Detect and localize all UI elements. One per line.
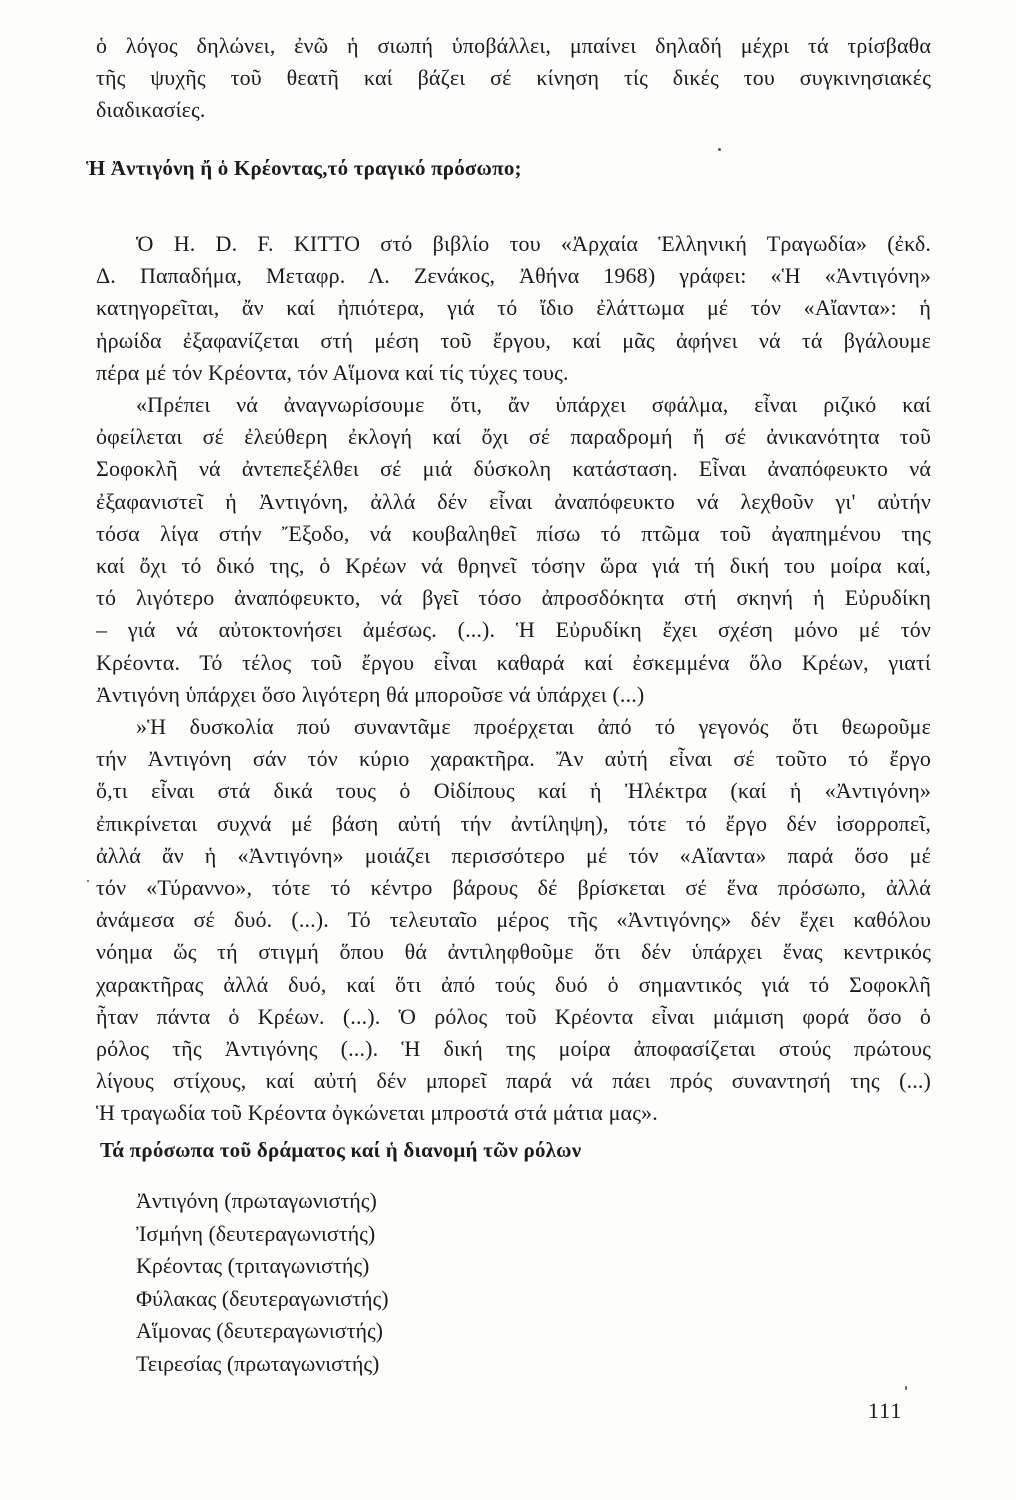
text-line: διαδικασίες. (96, 97, 206, 123)
list-item: Ἰσμήνη (δευτεραγωνιστής) (136, 1220, 376, 1246)
text-line: ἐξαφανιστεῖ ἡ Ἀντιγόνη, ἀλλά δέν εἶναι ἀναπόφευκτο νά λεχθοῦν γι' αὐτήν (96, 488, 931, 514)
opening-paragraph (96, 30, 931, 127)
text-line: νόημα ὥς τή στιγμή ὅπου θά ἀντιληφθοῦμε ὅτι δέν ὑπάρχει ἕνας κεντρικός (96, 939, 931, 965)
text-line: καί ὄχι τό δικό της, ὁ Κρέων νά θρηνεῖ τόσην ὥρα γιά τή δική του μοίρα καί, (96, 553, 931, 579)
text-line: χαρακτῆρας ἀλλά δυό, καί ὅτι ἀπό τούς δυό ὁ σημαντικός γιά τό Σοφοκλῆ (96, 971, 931, 997)
text-line: κατηγορεῖται, ἄν καί ἠπιότερα, γιά τό ἴδιο ἐλάττωμα μέ τόν «Αἴαντα»: ἡ (96, 295, 931, 321)
scan-speck (905, 1386, 907, 1390)
text-line: λίγους στίχους, καί αὐτή δέν μπορεῖ παρά νά πάει πρός συναντησή της (...) (96, 1068, 931, 1094)
section-heading-characters: Τά πρόσωπα τοῦ δράματος καί ἡ διανομή τῶν ρόλων (100, 1138, 582, 1162)
list-item: Τειρεσίας (πρωταγωνιστής) (136, 1350, 380, 1376)
text-line: τῆς ψυχῆς τοῦ θεατῆ καί βάζει σέ κίνηση τίς δικές του συγκινησιακές (96, 65, 931, 91)
text-line: ἡρωίδα ἐξαφανίζεται στή μέση τοῦ ἔργου, καί μᾶς ἀφήνει νά τά βγάλουμε (96, 327, 931, 353)
section-heading-antigone-creon: Ἡ Ἀντιγόνη ἤ ὁ Κρέοντας,τό τραγικό πρόσωπο; (86, 156, 522, 180)
text-line: Ὁ H. D. F. KITTO στό βιβλίο του «Ἀρχαία Ἑλληνική Τραγωδία» (ἐκδ. (136, 231, 931, 256)
text-line: Ἀντιγόνη ὑπάρχει ὅσο λιγότερη θά μποροῦσε νά ὑπάρχει (...) (96, 681, 645, 707)
list-item: Φύλακας (δευτεραγωνιστής) (136, 1285, 389, 1311)
text-line: ρόλος τῆς Ἀντιγόνης (...). Ἡ δική της μοίρα ἀποφασίζεται στούς πρώτους (96, 1036, 931, 1062)
text-line: »Ἡ δυσκολία πού συναντᾶμε προέρχεται ἀπό τό γεγονός ὅτι θεωροῦμε (136, 714, 931, 740)
text-line: ὅ,τι εἶναι στά δικά τους ὁ Οἰδίπους καί ἡ Ἠλέκτρα (καί ἡ «Ἀντιγόνη» (96, 778, 931, 804)
text-line: ἐπικρίνεται συχνά μέ βάση αὐτή τήν ἀντίληψη), τότε τό ἔργο δέν ἰσορροπεῖ, (96, 810, 931, 836)
text-line: Ἡ τραγωδία τοῦ Κρέοντα ὀγκώνεται μπροστά στά μάτια μας». (96, 1100, 658, 1126)
text-line: Κρέοντα. Τό τέλος τοῦ ἔργου εἶναι καθαρά καί ἐσκεμμένα ὅλο Κρέων, γιατί (96, 649, 931, 675)
text-line: τόν «Τύραννο», τότε τό κέντρο βάρους δέ βρίσκεται σέ ἕνα πρόσωπο, ἀλλά (96, 875, 931, 901)
page-number: 111 (868, 1398, 903, 1423)
text-line: «Πρέπει νά ἀναγνωρίσουμε ὅτι, ἄν ὑπάρχει σφάλμα, εἶναι ριζικό καί (136, 392, 931, 418)
list-item: Ἀντιγόνη (πρωταγωνιστής) (136, 1188, 377, 1213)
roles-list (136, 1185, 389, 1381)
text-line: ὁ λόγος δηλώνει, ἐνῶ ἡ σιωπή ὑποβάλλει, μπαίνει δηλαδή μέχρι τά τρίσβαθα (96, 33, 931, 58)
text-line: τό λιγότερο ἀναπόφευκτο, νά βγεῖ τόσο ἀπροσδόκητα στή σκηνή ἡ Εὐρυδίκη (96, 585, 931, 611)
scan-speck (87, 880, 89, 882)
text-line: ἀνάμεσα σέ δυό. (...). Τό τελευταῖο μέρος τῆς «Ἀντιγόνης» δέν ἔχει καθόλου (96, 907, 931, 933)
list-item: Αἵμονας (δευτεραγωνιστής) (136, 1318, 384, 1344)
scan-speck (718, 148, 721, 151)
text-line: τήν Ἀντιγόνη σάν τόν κύριο χαρακτῆρα. Ἄν αὐτή εἶναι σέ τοῦτο τό ἔργο (96, 746, 931, 772)
text-line: Δ. Παπαδήμα, Μεταφρ. Λ. Ζενάκος, Ἀθήνα 1968) γράφει: «Ἡ «Ἀντιγόνη» (96, 263, 931, 289)
text-line: τόσα λίγα στήν Ἔξοδο, νά κουβαληθεῖ πίσω τό πτῶμα τοῦ ἀγαπημένου της (96, 520, 931, 546)
text-line: ἦταν πάντα ὁ Κρέων. (...). Ὁ ρόλος τοῦ Κρέοντα εἶναι μιάμιση φορά ὅσο ὁ (96, 1003, 931, 1029)
list-item: Κρέοντας (τριταγωνιστής) (136, 1253, 370, 1279)
text-line: ἀλλά ἄν ἡ «Ἀντιγόνη» μοιάζει περισσότερο μέ τόν «Αἴαντα» παρά ὅσο μέ (96, 842, 931, 868)
kitto-quotation (96, 228, 931, 1130)
text-line: πέρα μέ τόν Κρέοντα, τόν Αἵμονα καί τίς τύχες τους. (96, 359, 569, 385)
text-line: ὀφείλεται σέ ἐλεύθερη ἐκλογή καί ὄχι σέ παραδρομή ἤ σέ ἀνικανότητα τοῦ (96, 424, 931, 450)
text-line: Σοφοκλῆ νά ἀντεπεξέλθει σέ μιά δύσκολη κατάσταση. Εἶναι ἀναπόφευκτο νά (96, 456, 931, 482)
text-line: – γιά νά αὐτοκτονήσει ἀμέσως. (...). Ἡ Εὐρυδίκη ἔχει σχέση μόνο μέ τόν (96, 617, 931, 643)
